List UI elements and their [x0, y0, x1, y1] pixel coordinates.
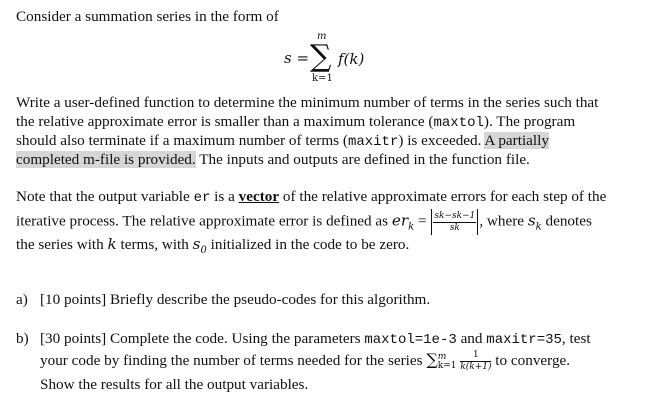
s-subscript: k	[535, 221, 542, 233]
code-maxtol: maxtol	[433, 115, 484, 131]
p2-line1-text-a: Note that the output variable	[16, 188, 190, 205]
p2-line3-text-a: the series with	[16, 236, 104, 253]
question-a-label: a)	[16, 291, 28, 308]
p2-line3-text-c: initialized in the code to be zero.	[210, 236, 410, 253]
p2-line1-text-c: of the relative approximate errors for each step of the	[282, 188, 607, 205]
series-upper: m	[437, 351, 447, 362]
p1-line4	[16, 150, 530, 169]
p1-line2	[16, 112, 575, 133]
s0-subscript: 0	[200, 245, 207, 257]
qb-line2-text-a: your code by finding the number of terms needed for the series	[40, 352, 423, 369]
series-fraction	[460, 350, 491, 373]
series-sigma: ∑	[426, 350, 438, 369]
qb-line3: Show the results for all the output variables.	[40, 376, 309, 393]
p1-line4-text: The inputs and outputs are defined in the function file.	[195, 151, 530, 168]
qb-and: and	[460, 330, 483, 347]
p1-line3-text-b: ) is exceeded.	[398, 132, 482, 149]
code-er: er	[193, 190, 211, 206]
error-fraction-denominator: sk	[449, 222, 460, 233]
vector-emphasis: vector	[238, 188, 280, 205]
p2-line1-text-b: is a	[214, 188, 235, 205]
eq-lower-limit: k=1	[312, 73, 333, 84]
highlight-mfile: completed m-file is provided.	[16, 151, 196, 168]
p1-line3-text-a: should also terminate if a maximum number of terms (	[16, 132, 348, 149]
er-symbol: er	[391, 211, 409, 230]
p2-line2-text-b: , where	[479, 212, 525, 230]
series-fraction-denominator: k(k+1)	[460, 362, 492, 373]
eq-upper-limit: m	[317, 31, 327, 42]
eq-term: f(k)	[338, 50, 365, 68]
p1-line2-text-a: the relative approximate error is smaller than a maximum tolerance (	[16, 113, 434, 130]
p1-line3	[16, 131, 549, 152]
code-maxtol-value: maxtol=1e-3	[364, 332, 457, 348]
highlight-partial: A partially	[484, 132, 549, 149]
qb-line1-text-b: , test	[561, 330, 591, 347]
p2-line1	[16, 187, 606, 208]
question-a-text: [10 points] Briefly describe the pseudo-codes for this algorithm.	[40, 291, 431, 308]
series-limits	[438, 353, 457, 371]
series-lower: k=1	[437, 360, 457, 371]
series-fraction-numerator: 1	[460, 350, 491, 362]
qb-line1-text-a: [30 points] Complete the code. Using the parameters	[40, 330, 361, 347]
error-fraction-numerator: sk−sk−1	[434, 210, 476, 221]
p1-line2-text-b: ). The program	[483, 113, 576, 130]
p2-line3	[16, 235, 409, 260]
k-symbol: k	[107, 235, 117, 253]
qb-line1	[40, 329, 591, 350]
code-maxitr-value: maxitr=35	[486, 332, 562, 348]
intro-text: Consider a summation series in the form of	[16, 8, 279, 25]
error-fraction	[433, 211, 476, 234]
abs-bar-left	[431, 209, 432, 235]
p2-line2-text-a: iterative process. The relative approximate error is defined as	[16, 212, 389, 230]
er-subscript: k	[408, 221, 415, 233]
p1-line1: Write a user-defined function to determine the minimum number of terms in the series such that	[16, 94, 599, 111]
s-symbol: s	[527, 211, 536, 230]
sigma-symbol: ∑	[310, 39, 332, 74]
s0-symbol: s	[192, 235, 201, 253]
p2-line3-text-b: terms, with	[120, 236, 189, 253]
p2-line2	[16, 209, 592, 237]
question-b-label: b)	[16, 330, 29, 347]
equals-sign: =	[414, 212, 431, 230]
qb-line2-text-b: to converge.	[495, 352, 571, 369]
eq-lhs: s =	[284, 49, 310, 67]
qb-line2	[40, 350, 570, 373]
code-maxitr: maxitr	[347, 134, 399, 150]
p2-line2-text-c: denotes	[545, 212, 592, 230]
